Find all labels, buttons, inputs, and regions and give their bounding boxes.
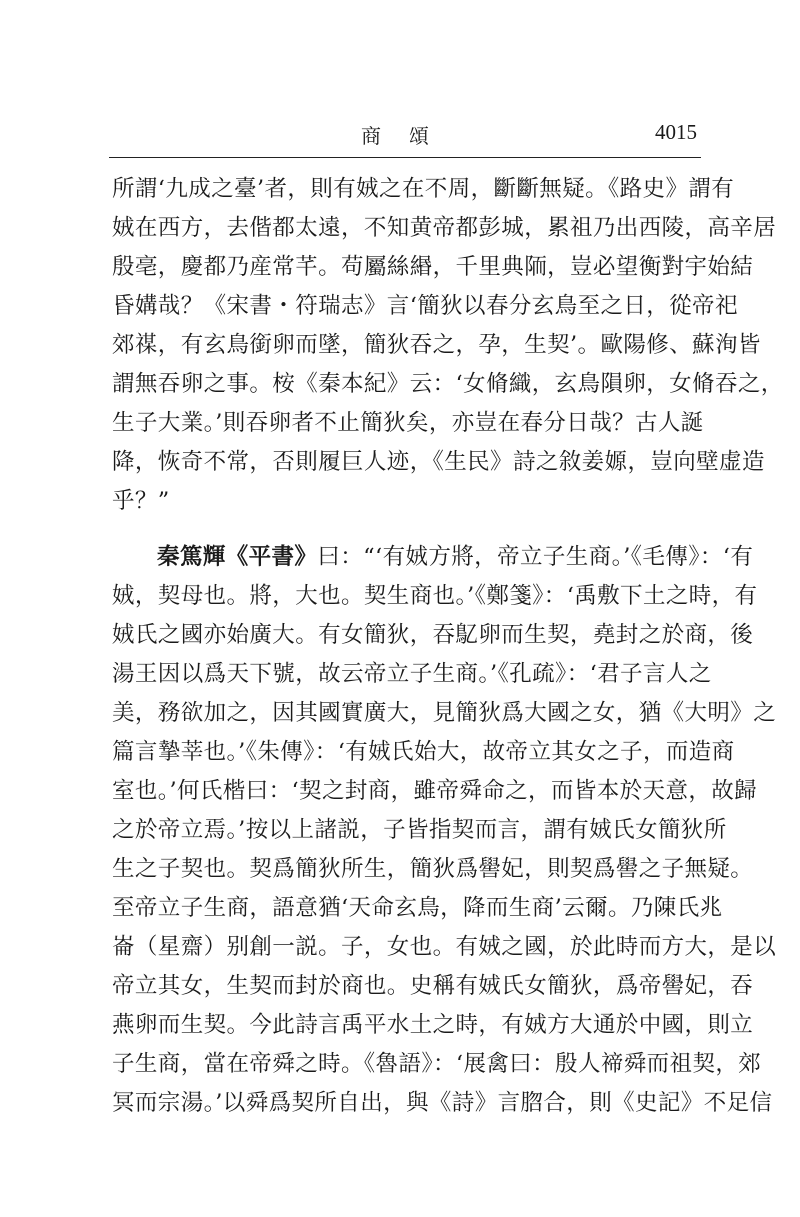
text-line: 郊禖，有玄鳥銜卵而墜，簡狄吞之，孕，生契’。歐陽修、蘇洵皆 bbox=[112, 332, 761, 358]
text-line: 娀在西方，去偕都太遠，不知黄帝都彭城，累祖乃出西陵，高辛居 bbox=[112, 215, 777, 241]
text-line: 娀，契母也。將，大也。契生商也。’《鄭箋》：‘禹敷下土之時，有 bbox=[112, 583, 758, 609]
text-line: 燕卵而生契。今此詩言禹平水土之時，有娀方大通於中國，則立 bbox=[112, 1012, 754, 1038]
paragraph-gap bbox=[112, 521, 704, 538]
text-line-rest: 曰：“‘有娀方將，帝立子生商。’《毛傳》：‘有 bbox=[317, 544, 754, 570]
text-line: 所謂‘九成之臺’者，則有娀之在不周，斷斷無疑。《路史》謂有 bbox=[112, 176, 735, 202]
text-line: 篇言摯莘也。’《朱傳》：‘有娀氏始大，故帝立其女之子，而造商 bbox=[112, 739, 735, 765]
text-line: 乎？” bbox=[112, 488, 170, 514]
running-header bbox=[109, 118, 701, 152]
text-line: 殷亳，慶都乃産常芊。苟屬絲緡，千里典陑，豈必望衡對宇始結 bbox=[112, 254, 754, 280]
paragraph-2 bbox=[112, 538, 777, 1123]
text-line: 冥而宗湯。’以舜爲契所自出，與《詩》言脗合，則《史記》不足信 bbox=[112, 1090, 773, 1116]
text-line: 帝立其女，生契而封於商也。史稱有娀氏女簡狄，爲帝嚳妃，吞 bbox=[112, 973, 754, 999]
text-line: 室也。’何氏楷曰：‘契之封商，雖帝舜命之，而皆本於天意，故歸 bbox=[112, 778, 758, 804]
text-line: 謂無吞卵之事。桉《秦本紀》云：‘女脩織，玄鳥隕卵，女脩吞之， bbox=[112, 371, 784, 397]
text-line: 生子大業。’則吞卵者不止簡狄矣，亦豈在春分日哉？古人誕 bbox=[112, 410, 704, 436]
text-line: 子生商，當在帝舜之時。《魯語》：‘展禽曰：殷人禘舜而祖契，郊 bbox=[112, 1051, 762, 1077]
page-number: 4015 bbox=[655, 120, 697, 144]
text-line: 娀氏之國亦始廣大。有女簡狄，吞鳦卵而生契，堯封之於商，後 bbox=[112, 622, 754, 648]
text-line: 降，恢奇不常，否則履巨人迹，《生民》詩之敘姜嫄，豈向壁虚造 bbox=[112, 449, 765, 475]
text-line: 湯王因以爲天下號，故云帝立子生商。’《孔疏》：‘君子言人之 bbox=[112, 661, 712, 687]
text-line: 至帝立子生商，語意猶‘天命玄鳥，降而生商’云爾。乃陳氏兆 bbox=[112, 895, 723, 921]
text-line: 崙（星齋）别創一説。子，女也。有娀之國，於此時而方大，是以 bbox=[112, 934, 777, 960]
body-text bbox=[112, 170, 784, 1123]
header-title: 商頌 bbox=[361, 124, 457, 148]
text-line: 生之子契也。契爲簡狄所生，簡狄爲嚳妃，則契爲嚳之子無疑。 bbox=[112, 856, 754, 882]
text-line: 之於帝立焉。’按以上諸説，子皆指契而言，謂有娀氏女簡狄所 bbox=[112, 817, 727, 843]
text-line: 昏媾哉？《宋書・符瑞志》言‘簡狄以春分玄鳥至之日，從帝祀 bbox=[112, 293, 738, 319]
text-line-first bbox=[112, 538, 754, 577]
paragraph-1 bbox=[112, 170, 784, 521]
header-rule bbox=[109, 157, 701, 158]
text-line: 美，務欲加之，因其國實廣大，見簡狄爲大國之女，猶《大明》之 bbox=[112, 700, 777, 726]
quoted-author: 秦篤輝《平書》 bbox=[157, 544, 318, 570]
